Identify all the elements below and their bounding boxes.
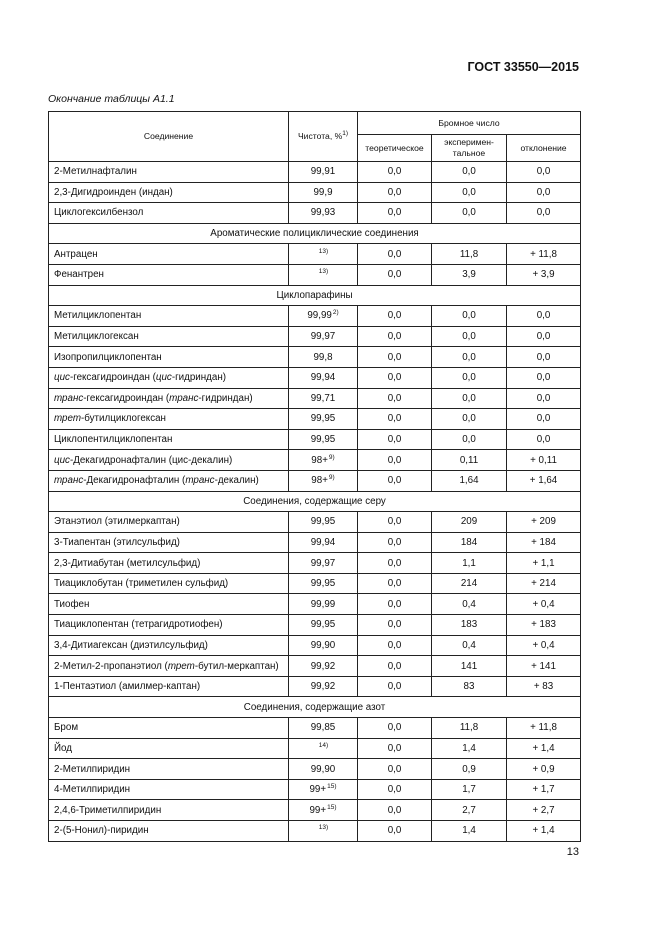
purity-cell: 98+$^{9)}$ [289,470,358,491]
deviation-value: + 0,4 [507,594,581,615]
purity-cell: 99,99$^{2)}$ [289,306,358,327]
experimental-value: 0,0 [432,347,507,368]
compound-name: 3-Тиапентан (этилсульфид) [49,532,289,553]
experimental-value: 1,7 [432,779,507,800]
table-row [49,573,581,594]
section-header-row [49,697,581,718]
purity-cell: 99,71 [289,388,358,409]
experimental-value: 0,0 [432,203,507,224]
theoretical-value: 0,0 [358,162,432,183]
purity-cell: 99,85 [289,718,358,739]
table-row [49,718,581,739]
document-code: ГОСТ 33550—2015 [467,60,579,74]
experimental-value: 0,0 [432,306,507,327]
purity-cell: 99,94 [289,532,358,553]
purity-cell: 99+$^{15)}$ [289,800,358,821]
compound-name: 1-Пентаэтиол (амилмер-каптан) [49,676,289,697]
compound-name: Этанэтиол (этилмеркаптан) [49,512,289,533]
section-title: Соединения, содержащие азот [49,697,581,718]
purity-cell: 98+$^{9)}$ [289,450,358,471]
compound-name: 2-Метилпиридин [49,759,289,780]
theoretical-value: 0,0 [358,429,432,450]
experimental-value: 0,0 [432,409,507,430]
theoretical-value: 0,0 [358,615,432,636]
compound-name: Метилциклопентан [49,306,289,327]
footnote-ref: 13) [318,268,329,276]
experimental-value: 0,11 [432,450,507,471]
table-row [49,367,581,388]
theoretical-value: 0,0 [358,738,432,759]
purity-cell: 99,95 [289,573,358,594]
table-row [49,738,581,759]
experimental-value: 0,0 [432,182,507,203]
table-row [49,800,581,821]
experimental-value: 183 [432,615,507,636]
section-title: Соединения, содержащие серу [49,491,581,512]
theoretical-value: 0,0 [358,326,432,347]
deviation-value: + 141 [507,656,581,677]
compound-name: 2,3-Дигидроинден (индан) [49,182,289,203]
experimental-value: 11,8 [432,244,507,265]
table-row [49,553,581,574]
compound-name: 2-(5-Нонил)-пиридин [49,821,289,842]
section-header-row [49,223,581,244]
footnote-ref: 2) [332,309,339,317]
table-row [49,470,581,491]
compound-name: транс-гексагидроиндан (транс-гидриндан) [49,388,289,409]
purity-cell: 99,97 [289,326,358,347]
experimental-value: 0,0 [432,162,507,183]
table-body [49,162,581,842]
footnote-ref: 13) [318,247,329,255]
deviation-value: + 184 [507,532,581,553]
theoretical-value: 0,0 [358,800,432,821]
theoretical-value: 0,0 [358,532,432,553]
deviation-value: 0,0 [507,203,581,224]
purity-cell [289,244,358,265]
deviation-value: + 3,9 [507,264,581,285]
compound-name: 2-Метилнафталин [49,162,289,183]
compound-name: Тиофен [49,594,289,615]
table-row [49,409,581,430]
theoretical-value: 0,0 [358,264,432,285]
deviation-value: + 1,7 [507,779,581,800]
purity-cell [289,821,358,842]
purity-cell [289,738,358,759]
purity-cell: 99,95 [289,512,358,533]
experimental-value: 2,7 [432,800,507,821]
purity-cell: 99,95 [289,615,358,636]
deviation-value: 0,0 [507,306,581,327]
table-row [49,656,581,677]
theoretical-value: 0,0 [358,676,432,697]
page-number: 13 [566,846,579,858]
compound-name: Тиациклобутан (триметилен сульфид) [49,573,289,594]
deviation-value: 0,0 [507,347,581,368]
purity-cell: 99,8 [289,347,358,368]
compound-name: Антрацен [49,244,289,265]
header-deviation: отклонение [507,135,581,162]
experimental-value: 214 [432,573,507,594]
table-row [49,264,581,285]
deviation-value: 0,0 [507,162,581,183]
experimental-value: 0,0 [432,388,507,409]
purity-cell: 99,97 [289,553,358,574]
table-row [49,759,581,780]
deviation-value: + 11,8 [507,718,581,739]
footnote-ref: 15) [327,783,337,791]
footnote-ref: 14) [318,741,329,749]
deviation-value: + 1,4 [507,738,581,759]
footnote-ref: 9) [328,474,335,482]
experimental-value: 0,0 [432,326,507,347]
purity-cell: 99,93 [289,203,358,224]
purity-cell: 99,92 [289,676,358,697]
experimental-value: 1,4 [432,738,507,759]
deviation-value: + 1,64 [507,470,581,491]
theoretical-value: 0,0 [358,409,432,430]
compound-name: цис-гексагидроиндан (цис-гидриндан) [49,367,289,388]
header-compound: Соединение [49,112,289,162]
compound-name: Циклопентилциклопентан [49,429,289,450]
footnote-ref: 9) [328,453,335,461]
table-row [49,182,581,203]
compound-name: 2-Метил-2-пропанэтиол (трет-бутил-меркаптан) [49,656,289,677]
compound-name: 3,4-Дитиагексан (диэтилсульфид) [49,635,289,656]
theoretical-value: 0,0 [358,759,432,780]
deviation-value: + 2,7 [507,800,581,821]
experimental-value: 1,1 [432,553,507,574]
table-row [49,326,581,347]
table-row [49,203,581,224]
purity-cell: 99+$^{15)}$ [289,779,358,800]
purity-cell: 99,99 [289,594,358,615]
compound-name: 2,3-Дитиабутан (метилсульфид) [49,553,289,574]
theoretical-value: 0,0 [358,594,432,615]
deviation-value: 0,0 [507,182,581,203]
deviation-value: 0,0 [507,429,581,450]
deviation-value: + 1,4 [507,821,581,842]
purity-cell: 99,92 [289,656,358,677]
table-caption: Окончание таблицы А1.1 [48,93,175,105]
table-row [49,512,581,533]
section-header-row [49,491,581,512]
header-experimental: эксперимен- тальное [432,135,507,162]
deviation-value: 0,0 [507,367,581,388]
experimental-value: 1,64 [432,470,507,491]
theoretical-value: 0,0 [358,388,432,409]
experimental-value: 11,8 [432,718,507,739]
deviation-value: 0,0 [507,409,581,430]
purity-cell: 99,9 [289,182,358,203]
table-row [49,635,581,656]
experimental-value: 0,4 [432,594,507,615]
theoretical-value: 0,0 [358,367,432,388]
compound-name: цис-Декагидронафталин (цис-декалин) [49,450,289,471]
theoretical-value: 0,0 [358,821,432,842]
experimental-value: 0,0 [432,429,507,450]
experimental-value: 184 [432,532,507,553]
purity-cell: 99,91 [289,162,358,183]
theoretical-value: 0,0 [358,182,432,203]
theoretical-value: 0,0 [358,553,432,574]
header-purity: Чистота, %$^{1)}$ [289,112,358,162]
deviation-value: 0,0 [507,388,581,409]
footnote-ref: 13) [318,824,329,832]
compound-name: Метилциклогексан [49,326,289,347]
deviation-value: + 1,1 [507,553,581,574]
experimental-value: 1,4 [432,821,507,842]
table-row [49,450,581,471]
table-row [49,821,581,842]
compound-name: Тиациклопентан (тетрагидротиофен) [49,615,289,636]
table-row [49,429,581,450]
deviation-value: + 209 [507,512,581,533]
deviation-value: + 11,8 [507,244,581,265]
experimental-value: 0,0 [432,367,507,388]
theoretical-value: 0,0 [358,512,432,533]
compound-name: Циклогексилбензол [49,203,289,224]
deviation-value: 0,0 [507,326,581,347]
purity-cell: 99,90 [289,635,358,656]
experimental-value: 3,9 [432,264,507,285]
deviation-value: + 183 [507,615,581,636]
experimental-value: 0,9 [432,759,507,780]
experimental-value: 209 [432,512,507,533]
experimental-value: 141 [432,656,507,677]
theoretical-value: 0,0 [358,347,432,368]
deviation-value: + 214 [507,573,581,594]
table-row [49,779,581,800]
purity-cell: 99,95 [289,429,358,450]
experimental-value: 0,4 [432,635,507,656]
theoretical-value: 0,0 [358,244,432,265]
compound-name: Изопропилциклопентан [49,347,289,368]
section-header-row [49,285,581,306]
table-row [49,162,581,183]
compound-name: Фенантрен [49,264,289,285]
header-theoretical: теоретическое [358,135,432,162]
theoretical-value: 0,0 [358,306,432,327]
purity-cell [289,264,358,285]
table-row [49,388,581,409]
section-title: Ароматические полициклические соединения [49,223,581,244]
theoretical-value: 0,0 [358,450,432,471]
compound-name: трет-бутилциклогексан [49,409,289,430]
theoretical-value: 0,0 [358,573,432,594]
deviation-value: + 0,11 [507,450,581,471]
deviation-value: + 0,4 [507,635,581,656]
table-row [49,306,581,327]
purity-cell: 99,95 [289,409,358,430]
theoretical-value: 0,0 [358,470,432,491]
table-row [49,594,581,615]
theoretical-value: 0,0 [358,718,432,739]
section-title: Циклопарафины [49,285,581,306]
purity-cell: 99,94 [289,367,358,388]
deviation-value: + 0,9 [507,759,581,780]
compound-name: Бром [49,718,289,739]
theoretical-value: 0,0 [358,656,432,677]
table-row [49,532,581,553]
theoretical-value: 0,0 [358,203,432,224]
table-row [49,347,581,368]
table-row [49,615,581,636]
table-row [49,676,581,697]
purity-cell: 99,90 [289,759,358,780]
header-bromine-number: Бромное число [358,112,581,135]
compound-name: транс-Декагидронафталин (транс-декалин) [49,470,289,491]
bromine-number-table [48,111,581,842]
compound-name: 2,4,6-Триметилпиридин [49,800,289,821]
deviation-value: + 83 [507,676,581,697]
footnote-ref: 15) [327,803,337,811]
table-row [49,244,581,265]
compound-name: 4-Метилпиридин [49,779,289,800]
compound-name: Йод [49,738,289,759]
experimental-value: 83 [432,676,507,697]
theoretical-value: 0,0 [358,779,432,800]
theoretical-value: 0,0 [358,635,432,656]
